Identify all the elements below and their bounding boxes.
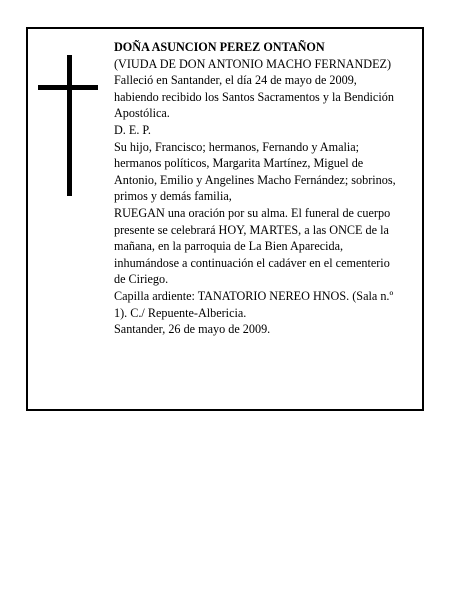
notice-text [114, 39, 404, 338]
funeral-request: RUEGAN una oración por su alma. El funeral de cuerpo presente se celebrará HOY, MARTES, a las ONCE de la mañana, en la parroquia de La Bien Aparecida, inhumándose a continuación el cadáver en el cementerio de Ciriego. [114, 205, 391, 287]
place-date: Santander, 26 de mayo de 2009. [114, 322, 271, 337]
family-list: Su hijo, Francisco; hermanos, Fernando y Amalia; hermanos políticos, Margarita Martínez, Miguel de Antonio, Emilio y Angelines Macho Fernández; sobrinos, primos y demás familia, [114, 139, 396, 204]
deceased-name: DOÑA ASUNCION PEREZ ONTAÑON [114, 40, 325, 54]
chapel-info: Capilla ardiente: TANATORIO NEREO HNOS. (Sala n.º 1). C./ Repuente-Albericia. [114, 288, 394, 320]
obituary-notice [26, 27, 424, 411]
widow-of-line: (VIUDA DE DON ANTONIO MACHO FERNANDEZ) [114, 56, 392, 71]
cross-vertical-bar [67, 55, 72, 196]
dep-line: D. E. P. [114, 122, 151, 137]
death-statement: Falleció en Santander, el día 24 de mayo de 2009, habiendo recibido los Santos Sacramentos y la Bendición Apostólica. [114, 73, 394, 121]
cross-horizontal-bar [38, 85, 98, 90]
